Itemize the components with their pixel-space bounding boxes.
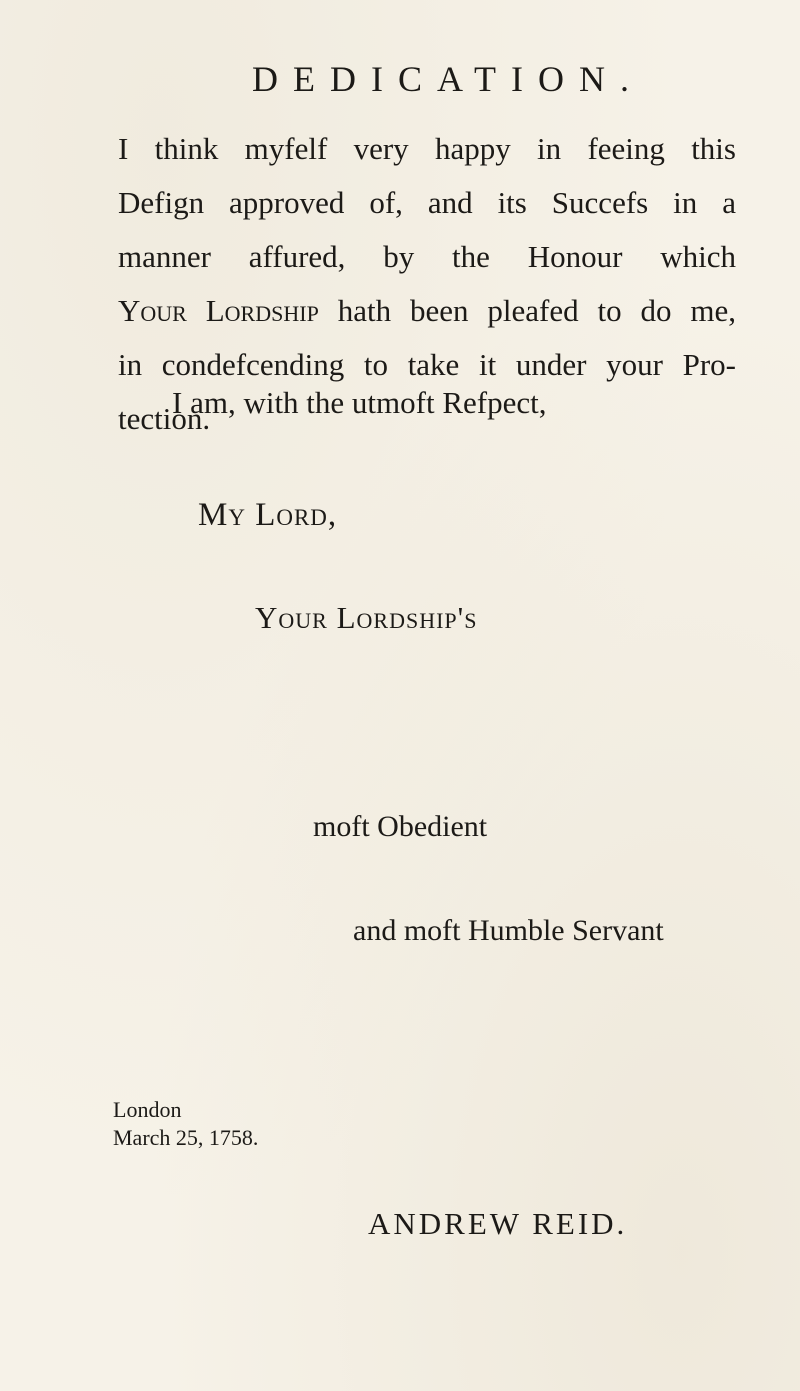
lordship-title: Your Lordship [118,293,319,328]
closing-line: I am, with the utmoft Refpect, [172,385,547,420]
date-line: March 25, 1758. [113,1125,259,1150]
paragraph-line-rest: hath been pleafed to do me, [318,293,737,328]
paragraph-line: in condefcending to take it under your Pro- [118,347,736,382]
paragraph-line: I think myfelf very happy in feeing this [118,131,736,166]
place-line: London [113,1097,182,1122]
dedication-heading: DEDICATION. [252,59,644,99]
paragraph-line: manner affured, by the Honour which [118,239,736,274]
signature: ANDREW REID. [368,1206,628,1241]
paragraph-line [118,284,736,338]
obedient-line: moft Obedient [313,810,488,843]
paragraph-line: Defign approved of, and its Succefs in a [118,185,736,220]
humble-servant-line: and moft Humble Servant [353,914,664,947]
salutation: My Lord, [198,497,338,533]
lordships-line: Your Lordship's [255,600,478,635]
paragraph-line: tection. [118,401,211,436]
